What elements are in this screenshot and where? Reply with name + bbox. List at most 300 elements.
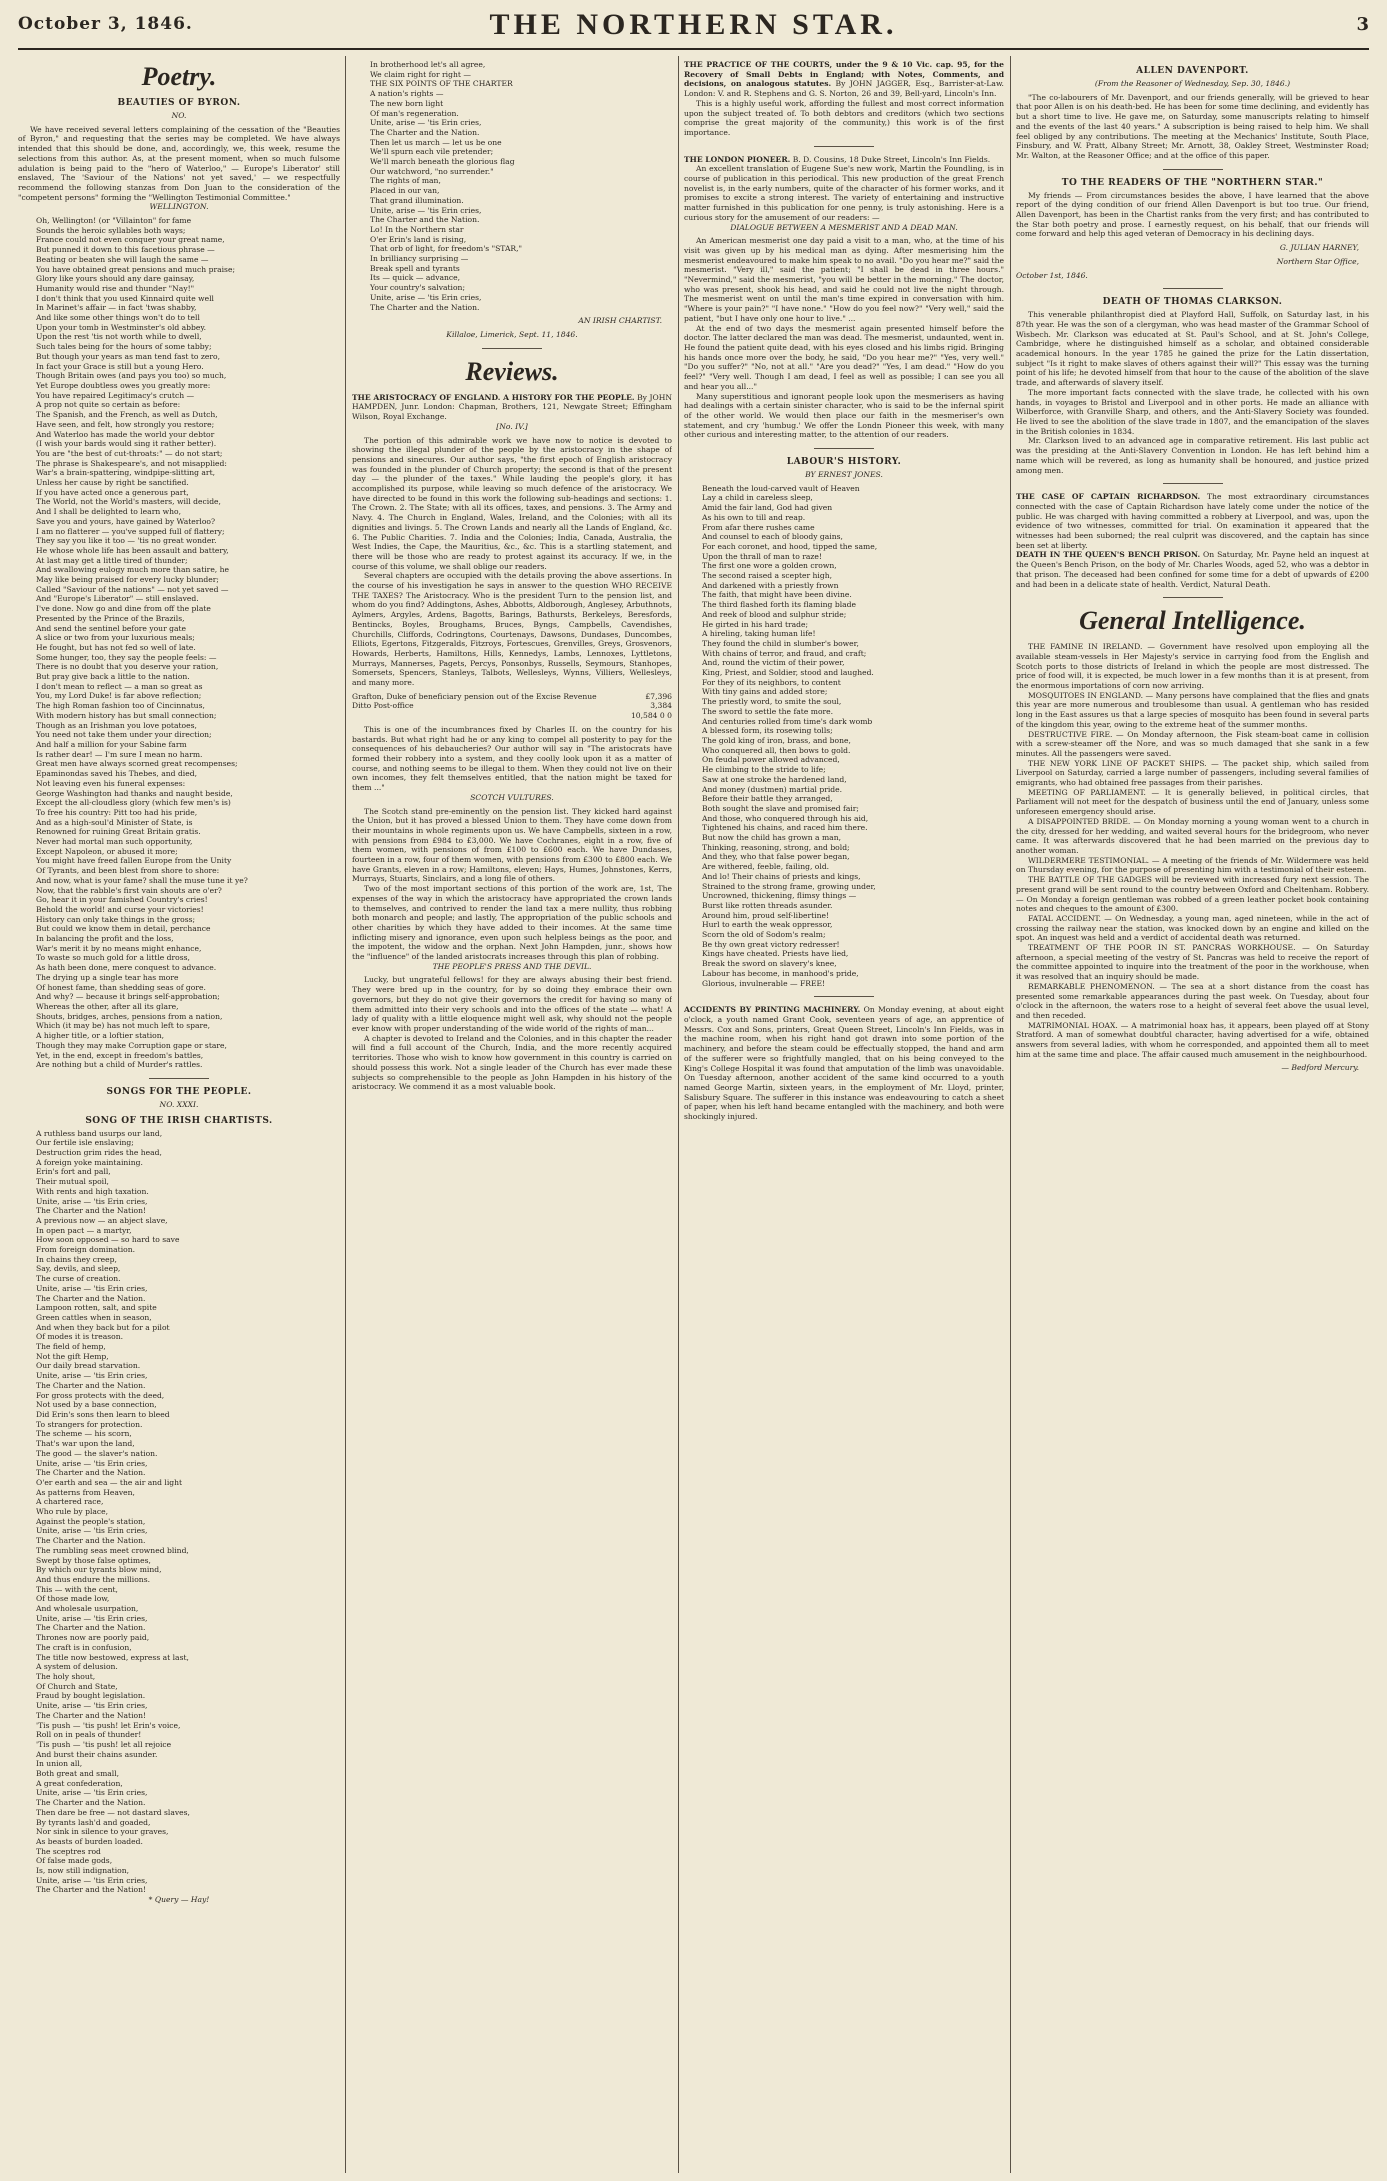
poem-line: And why? — because it brings self-approbation;	[36, 992, 220, 1002]
article-heading: DEATH OF THOMAS CLARKSON.	[1102, 297, 1283, 308]
poem-stanzas	[18, 216, 340, 449]
poem-line: A slice or two from your luxurious meals;	[36, 633, 195, 643]
poem-line: George Washington had thanks and naught beside,	[36, 788, 233, 798]
poem-line: Presented by the Prince of the Brazils,	[36, 613, 185, 623]
divider	[814, 448, 874, 449]
newspaper-title: THE NORTHERN STAR.	[489, 8, 898, 41]
article-byline: B. D. Cousins, 18 Duke Street, Lincoln's Inn Fields.	[792, 154, 991, 164]
poem-line: Strained to the strong frame, growing under,	[702, 881, 876, 891]
poem-line: He girted in his hard trade;	[702, 619, 809, 629]
poem-heading: LABOUR'S HISTORY.	[786, 457, 902, 468]
poem-stanzas	[18, 449, 340, 760]
poem-line: We'll spurn each vile pretender;	[370, 147, 494, 157]
poem-line: The Charter and the Nation.	[36, 1293, 146, 1303]
poem-intro: We have received several letters complaining of the cessation of the "Beauties of Byron," and requesting that the series may be completed. We have always intended that this should be done, and, accordingly, we, this week, resume the selections from this author. As, at the present moment, when so much fulsome adulation is being paid to the "hero of Waterloo," — Europe's Liberator' still enslaved, The 'Saviour of the Nations' not yet saved,' — we respectfully recommend the following stanzas from Don Juan to the consideration of the "competent persons" forming the "Wellington Testimonial Committee."	[18, 124, 340, 202]
poem-line: The third flashed forth its flaming blade	[702, 600, 857, 610]
section-title-poetry: Poetry.	[141, 62, 217, 91]
article-heading	[1016, 492, 1369, 550]
poem-line: And half a million for your Sabine farm	[36, 740, 187, 749]
poem-line: With modern history has but small connection;	[36, 710, 217, 720]
poem-line: You might have freed fallen Europe from the Unity	[36, 856, 232, 866]
divider	[814, 996, 874, 997]
poem-line: Who conquered all, then bows to gold.	[702, 745, 851, 755]
news-item: A DISAPPOINTED BRIDE. — On Monday morning a young woman went to a church in the city, dressed for her wedding, and waited several hours for the bridegroom, who never came. It was afterwards discovered that he had been married on the previous day to another woman.	[1016, 816, 1369, 855]
article-heading	[684, 60, 1004, 99]
poem-line: THE SIX POINTS OF THE CHARTER	[370, 79, 513, 89]
poem-line: Its — quick — advance,	[370, 273, 461, 283]
poem-line: If you have acted once a generous part,	[36, 487, 189, 497]
poem-line: In fact your Grace is still but a young Hero.	[36, 361, 204, 371]
poem-line: A nation's rights —	[370, 89, 444, 99]
poem-line: Thinking, reasoning, strong, and bold;	[702, 842, 850, 852]
poem-line: For each coronet, and hood, tipped the same,	[702, 541, 878, 551]
article-body: This venerable philanthropist died at Playford Hall, Suffolk, on Saturday last, in his 87th year. He was the son of a clergyman, who was head master of the Grammar School of Wisbech. Mr. Clarkson was educated at St. Paul's School, and at St. John's College, Cambridge, where he distinguished himself as a scholar, and obtained considerable academical honours. In the year 1785 he gained the prize for the Latin dissertation, subject "Is it right to make slaves of others against their will?" This essay was the turning point of his life; he devoted himself from that hour to the cause of the abolition of the slave trade, and afterwards of slavery itself.	[1016, 310, 1369, 388]
poem-line: A blessed form, its rosewing tolls;	[702, 726, 833, 736]
poem-line: A foreign yoke maintaining.	[36, 1157, 143, 1167]
poem-line: The second raised a scepter high,	[702, 571, 833, 581]
column-divider	[1010, 56, 1011, 2173]
poem-line: Though they may make Corruption gape or stare,	[36, 1040, 227, 1050]
poem-line: The priestly word, to smite the soul,	[702, 697, 842, 707]
poem-line: The Charter and the Nation.	[36, 1380, 146, 1390]
article-title: THE CASE OF CAPTAIN RICHARDSON.	[1016, 492, 1201, 502]
article-body: This is a highly useful work, affording the fullest and most correct information upon the subject treated of. To both debtors and creditors (which two sections comprise the great majority of the community,) this work is of the first importance.	[684, 98, 1004, 137]
poem-line: Unite, arise — 'tis Erin cries,	[36, 1788, 148, 1798]
poem-line: Of honest fame, than shedding seas of gore.	[36, 982, 206, 992]
review-byline: By JOHN HAMPDEN, Junr. London: Chapman, Brothers, 121, Newgate Street; Effingham Wilson, Royal Exchange.	[352, 392, 672, 422]
poem-line: They say you like it too — 'tis no great wonder.	[36, 536, 217, 546]
poem-line: Saw at one stroke the hardened land,	[702, 774, 847, 784]
article-body: On Saturday, Mr. Payne held an inquest at the Queen's Bench Prison, on the body of Mr. Charles Woods, aged 52, who was a debtor in that prison. The deceased had been confined for some time for a debt of upwards of £200 and had been in a delicate state of health. Verdict, Natural Death.	[1016, 550, 1369, 589]
article-heading: ALLEN DAVENPORT.	[1136, 66, 1249, 76]
poem-line: Not leaving even his funeral expenses:	[36, 778, 186, 788]
poem-line: The faith, that might have been divine.	[702, 590, 852, 600]
review-body: The Scotch stand pre-eminently on the pension list. They kicked hard against the Union, but it has proved a blessed Union to them. They have come down from their mountains in whole regiments upon us. We have Campbells, sixteen in a row, with pensions from £984 to £3,000. We have Cochranes, eight in a row, five of them women, with pensions of from £100 to £600 each. We have Dundases, fourteen in a row, four of them women, with pensions from £300 to £800 each. We have Grants, eleven in a row; Hamiltons, eleven; Hays, Humes, Johnstones, Kerrs, Murrays, Stuarts, Sinclairs, and a long file of others.	[352, 806, 672, 884]
poem-line: A previous now — an abject slave,	[36, 1215, 168, 1225]
divider	[482, 348, 542, 349]
poem-line: Burst like rotten threads asunder.	[702, 900, 833, 910]
article-title: THE LONDON PIONEER.	[684, 154, 791, 164]
poem-line: And thus endure the millions.	[36, 1574, 151, 1584]
poem-line: Unless her cause by right be sanctified.	[36, 478, 189, 488]
poem-line: Lampoon rotten, salt, and spite	[36, 1303, 157, 1313]
review-body: Several chapters are occupied with the details proving the above assertions. In the course of his investigation he says in answer to the question WHO RECEIVE THE TAXES? The Aristocracy. Who is the president Turn to the pension list, and whom do you find? Addingtons, Ashes, Abbotts, Aldborough, Anglesey, Arbuthnots, Aylmers, Argyles, Ardens, Bagotts, Barings, Bathursts, Berkeleys, Beresfords, Bentincks, Boyles, Broughams, Bruces, Byngs, Campbells, Cavendishes, Churchills, Cliffords, Codringtons, Courtenays, Dawsons, Dundases, Duncombes, Elliots, Egertons, Fitzgeralds, Fitzroys, Fortescues, Grenvilles, Greys, Grosvenors, Howards, Herberts, Hamiltons, Hills, Kennedys, Lambs, Lennoxes, Lyttletons, Murrays, Mannerses, Pagets, Percys, Ponsonbys, Russells, Seymours, Stanhopes, Somersets, Spencers, Stanleys, Talbots, Wellesleys, Wynns, Villiers, Wellesleys, and many more.	[352, 571, 672, 688]
subheading: SCOTCH VULTURES.	[470, 792, 554, 802]
column-3	[684, 60, 1004, 2173]
poem-line: Our fertile isle enslaving;	[36, 1138, 134, 1148]
poem-line: The Charter and the Nation.	[370, 302, 480, 312]
poem-line: The Charter and the Nation.	[36, 1623, 146, 1633]
poem-line: In Marinet's affair — in fact 'twas shabby,	[36, 303, 197, 313]
poem-line: Your country's salvation;	[370, 283, 466, 293]
poem-line: Are nothing but a child of Murder's rattles.	[36, 1060, 203, 1070]
poem-line: Both sought the slave and promised fair;	[702, 803, 859, 813]
poem-line: And lo! Their chains of priests and kings,	[702, 871, 861, 881]
poem-line: The scheme — his scorn,	[36, 1429, 132, 1439]
subheading: THE PEOPLE'S PRESS AND THE DEVIL.	[432, 961, 592, 971]
poem-line: Glorious, invulnerable — FREE!	[702, 978, 826, 988]
article-body: An excellent translation of Eugene Sue's new work, Martin the Foundling, is in course of publication in this periodical. This new production of the great French novelist is, in the early numbers, quite of the character of his former works, and it promises to excite a strong interest. The variety of entertaining and instructive matter furnished in this publication for one penny, is truly astonishing. Here is a curious story for the amusement of our readers: —	[684, 164, 1004, 222]
poem-stanzas	[18, 1129, 340, 1896]
poem-line: I am no flatterer — you've supped full of flattery;	[36, 526, 225, 536]
poem-line: Have seen, and felt, how strongly you restore;	[36, 419, 215, 429]
poem-line: Thrones now are poorly paid,	[36, 1633, 150, 1643]
poem-line: And, round the victim of their power,	[702, 658, 845, 668]
poem-line: Such tales being for the hours of some tabby;	[36, 342, 212, 352]
news-item: MOSQUITOES IN ENGLAND. — Many persons have complained that the flies and gnats this year are more numerous and troublesome than usual. A gentleman who has resided long in the East assures us that a large species of mosquito has been found in several parts of the kingdom this year, owing to the extreme heat of the summer months.	[1016, 690, 1369, 729]
poem-line: But punned it down to this facetious phrase —	[36, 245, 215, 255]
review-number: [No. IV.]	[496, 421, 528, 431]
article-heading	[1016, 550, 1369, 589]
poem-line: In union all,	[36, 1759, 83, 1769]
review-heading	[352, 393, 672, 422]
poem-line: The high Roman fashion too of Cincinnatus,	[36, 701, 205, 711]
poem-line: For gross protects with the deed,	[36, 1390, 165, 1400]
poem-line: Upon the thrall of man to raze!	[702, 551, 822, 561]
poem-line: There is no doubt that you deserve your ration,	[36, 662, 219, 672]
poem-line: But could we know them in detail, perchance	[36, 924, 211, 934]
poem-line: Is rather dear! — I'm sure I mean no harm.	[36, 749, 203, 759]
poem-line: In chains they creep,	[36, 1254, 117, 1264]
article-title: THE PRACTICE OF THE COURTS, under the 9 & 10 Vic. cap. 95, for the Recovery of Small Debts in England; with Notes, Comments, and decisions, on analogous statutes.	[684, 60, 1004, 89]
issue-date: October 3, 1846.	[18, 14, 193, 34]
poem-line: Of Tyrants, and been blest from shore to shore:	[36, 866, 220, 876]
poem-line: From foreign domination.	[36, 1245, 136, 1255]
poem-line: And when they back but for a pilot	[36, 1322, 170, 1332]
poem-line: We'll march beneath the glorious flag	[370, 157, 515, 167]
table-value: £7,396	[645, 691, 672, 701]
poem-line: Glory like yours should any dare gainsay,	[36, 274, 195, 284]
poem-line: Fraud by bought legislation.	[36, 1691, 146, 1701]
poem-line: Are withered, feeble, failing, old.	[702, 862, 830, 872]
poem-line: A hireling, taking human life!	[702, 629, 816, 639]
poem-line: The Charter and the Nation!	[36, 1885, 147, 1895]
article-title: DEATH IN THE QUEEN'S BENCH PRISON.	[1016, 550, 1201, 560]
review-body: This is one of the incumbrances fixed by Charles II. on the country for his bastards. But what right had he or any king to compel all posterity to pay for the consequences of his debaucheries? Our author will say in "The aristocrats have formed their robbery into a system, and they coolly look upon it as a matter of course, and nothing seems to be illegal to them. When they could not live on their own incomes, they felt themselves entitled, that the nation might be taxed for them ..."	[352, 724, 672, 793]
poem-line: By tyrants lash'd and goaded,	[36, 1817, 151, 1827]
poem-line: But now the child has grown a man,	[702, 833, 842, 843]
poem-line: Who rule by place,	[36, 1507, 109, 1517]
poem-line: Break the sword on slavery's knee,	[702, 959, 837, 969]
poem-line: Unite, arise — 'tis Erin cries,	[36, 1613, 148, 1623]
poem-line: The phrase is Shakespeare's, and not misapplied:	[36, 458, 227, 468]
poem-dateline: Killaloe, Limerick, Sept. 11, 1846.	[446, 329, 578, 339]
poem-line: Unite, arise — 'tis Erin cries,	[36, 1283, 148, 1293]
poem-line: Destruction grim rides the head,	[36, 1148, 162, 1158]
poem-line: The sceptres rod	[36, 1846, 101, 1856]
poem-stanzas	[684, 484, 1004, 989]
poem-line: May like being praised for every lucky blunder;	[36, 575, 219, 585]
poem-line: Placed in our van,	[370, 186, 440, 196]
poem-line: Great men have always scorned great recompenses;	[36, 759, 238, 769]
poem-stanzas	[352, 60, 672, 312]
poem-line: And they, who that false power began,	[702, 852, 850, 862]
poem-line: You, my Lord Duke! is far above reflection;	[36, 691, 202, 701]
poem-line: And those, who conquered through his aid,	[702, 813, 869, 823]
column-1	[18, 60, 340, 2173]
poem-line: Then let us march — let us be one	[370, 137, 502, 147]
poem-line: The good — the slaver's nation.	[36, 1448, 158, 1458]
table-value: 3,384	[650, 701, 672, 711]
news-signature: — Bedford Mercury.	[1281, 1063, 1359, 1073]
review-body: A chapter is devoted to Ireland and the Colonies, and in this chapter the reader will find a full account of the Church, India, and the more recently acquired territories. Those who wish to know how government in this country is carried on should possess this work. Not a single leader of the Church has ever made these subjects so comprehensible to the people as John Hampden in his history of the aristocracy. We commend it as a most valuable book.	[352, 1033, 672, 1092]
poem-line: Around him, proud self-libertine!	[702, 910, 830, 920]
poem-line: As his own to till and reap.	[702, 512, 806, 522]
poem-line: Some hunger, too, they say the people feels: —	[36, 652, 217, 662]
poem-line: I don't mean to reflect — a man so great as	[36, 681, 203, 691]
divider	[1163, 169, 1223, 170]
poem-line: Scorn the old of Sodom's realm;	[702, 930, 826, 940]
poem-line: O'er earth and sea — the air and light	[36, 1477, 183, 1487]
poem-line: The new born light	[370, 98, 444, 108]
poem-line: And reek of blood and sulphur stride;	[702, 609, 847, 619]
poem-line: Sounds the heroic syllables both ways;	[36, 225, 186, 235]
news-item: THE FAMINE IN IRELAND. — Government have resolved upon employing all the available steam-vessels in Her Majesty's service in carrying food from the English and Scotch ports to those districts of Ireland in which the people are most distressed. The price of food will, it is expected, be much lower in a few months than it is at present, from the enormous importations of corn now arriving.	[1016, 642, 1369, 691]
poem-line: The Charter and the Nation.	[36, 1798, 146, 1808]
poem-line: They found the child in slumber's bower,	[702, 638, 859, 648]
poem-line: The gold king of iron, brass, and bone,	[702, 736, 851, 745]
section-title-intelligence: General Intelligence.	[1079, 606, 1306, 636]
poem-line: Of those made low,	[36, 1594, 110, 1604]
news-item: THE NEW YORK LINE OF PACKET SHIPS. — The packet ship, which sailed from Liverpool on Saturday, carried a large number of passengers, including several families of emigrants, who had obtained free passages from their parishes.	[1016, 758, 1369, 788]
poem-line: The curse of creation.	[36, 1274, 121, 1284]
poem-line: Shouts, bridges, arches, pensions from a nation,	[36, 1011, 223, 1021]
poem-line: This — with the cent,	[36, 1584, 118, 1594]
poem-line: That orb of light, for freedom's "STAR,"	[370, 244, 523, 254]
poem-line: Unite, arise — 'tis Erin cries,	[36, 1701, 148, 1711]
poem-line: History can only take things in the gross;	[36, 914, 196, 924]
poem-line: Against the people's station,	[36, 1516, 146, 1526]
footnote: * Query — Hay!	[148, 1895, 210, 1905]
poem-line: Beating or beaten she will laugh the same —	[36, 254, 209, 264]
news-item: THE BATTLE OF THE GADGES will be reviewed with increased fury next session. The present grand will be sent round to the country between Oxford and Cheltenham. Robbery. — On Monday a foreign gentleman was robbed of a green leather pocket book containing notes and cheques to the amount of £300.	[1016, 875, 1369, 914]
poem-subheading: WELLINGTON.	[149, 202, 209, 212]
poem-line: As hath been done, mere conquest to advance.	[36, 963, 217, 973]
news-item: FATAL ACCIDENT. — On Wednesday, a young man, aged nineteen, while in the act of crossing the railway near the station, was knocked down by an engine and killed on the spot. An inquest was held and a verdict of accidental death was returned.	[1016, 913, 1369, 943]
poem-line: Called "Saviour of the nations" — not yet saved —	[36, 584, 229, 594]
poem-line: You have repaired Legitimacy's crutch —	[36, 390, 195, 400]
article-body: My friends — From circumstances besides the above, I have learned that the above report of the dying condition of our friend Allen Davenport is but too true. Our friend, Allen Davenport, has been in the Chartist ranks from the very first; and has contributed to the Star both poetry and prose. I earnestly request, on his behalf, that our friends will come forward and help this aged veteran of Democracy in his declining days.	[1016, 190, 1369, 239]
poem-line: The title now bestowed, express at last,	[36, 1652, 189, 1662]
review-body: Two of the most important sections of this portion of the work are, 1st, The expenses of the way in which the aristocracy have appropriated the crown lands to themselves, and contrived to render the land tax a mere nullity, thus robbing both monarch and people; and lastly, The appropriation of the public schools and other charities by which they have added to their incomes. At the same time inflicting misery and ignorance, even upon such helpless beings as the poor, and the impotent, the widow and the orphan. Next John Hampden, junr., shows how the "influence" of the landed aristocrats increases through this plan of robbing.	[352, 884, 672, 962]
poem-line: And darkened with a priestly frown	[702, 580, 839, 590]
poem-line: Renowned for ruining Great Britain gratis.	[36, 827, 201, 837]
masthead	[18, 8, 1369, 50]
poem-line: Oh, Wellington! (or "Villainton" for fame	[36, 216, 192, 226]
poem-line: You need not take them under your direction;	[36, 730, 212, 740]
article-body: On Monday evening, at about eight o'clock, a youth named Grant Cook, seventeen years of age, an apprentice of Messrs. Cox and Sons, printers, Great Queen Street, Lincoln's Inn Fields, was in the machine room, when his right hand got drawn into some portion of the machinery, and before the steam could be effectually stopped, the hand and arm of the sufferer were so frightfully mangled, that on his being conveyed to the King's College Hospital it was found that amputation of the limb was unavoidable. On Tuesday afternoon, another accident of the same kind occurred to a youth named George Martin, sixteen years, in the employment of Mr. Lloyd, printer, Salisbury Square. The sufferer in this instance was endeavouring to catch a sheet of paper, when his left hand became entangled with the machinery, and both were shockingly injured.	[684, 1005, 1004, 1122]
article-heading	[684, 1005, 1004, 1121]
poem-line: The sword to settle the fate more.	[702, 706, 834, 716]
poem-line: The first one wore a golden crown,	[702, 561, 837, 571]
poem-line: With rents and high taxation.	[36, 1186, 149, 1196]
news-item: WILDERMERE TESTIMONIAL. — A meeting of the friends of Mr. Wildermere was held on Thursday evening, for the purpose of presenting him with a testimonial of their esteem.	[1016, 855, 1369, 875]
article-title: ACCIDENTS BY PRINTING MACHINERY.	[684, 1005, 861, 1015]
poem-line: A great confederation,	[36, 1778, 123, 1788]
poem-line: That grand illumination.	[370, 195, 464, 205]
poem-line: Before their battle they arranged,	[702, 794, 833, 804]
poem-line: Labour has become, in manhood's pride,	[702, 968, 859, 978]
poem-line: As patterns from Heaven,	[36, 1487, 135, 1497]
poem-line: Whereas the other, after all its glare,	[36, 1001, 179, 1011]
poem-line: 'Tis push — 'tis push! let all rejoice	[36, 1739, 172, 1749]
poem-line: Is, now still indignation,	[36, 1866, 129, 1876]
poem-line: A chartered race,	[36, 1497, 104, 1507]
poem-line: And I shall be delighted to learn who,	[36, 507, 182, 517]
poem-line: Green cattles when in season,	[36, 1312, 152, 1322]
poem-line: The Charter and the Nation.	[370, 127, 480, 137]
poem-line: And swallowing eulogy much more than satire, he	[36, 565, 230, 575]
poem-line: Our daily bread starvation.	[36, 1361, 141, 1371]
article-heading: TO THE READERS OF THE "NORTHERN STAR."	[1061, 177, 1324, 188]
poem-line: 'Tis push — 'tis push! let Erin's voice,	[36, 1720, 181, 1730]
table-label: Ditto Post-office	[352, 701, 414, 711]
article-body: "The co-labourers of Mr. Davenport, and our friends generally, will be grieved to hear that poor Allen is on his death-bed. He has been for some time declining, and evidently has but a short time to live. He gave me, on Saturday, some manuscripts relating to himself and the events of the last 40 years." A subscription is being raised to help him. We shall feel obliged by any contributions. The meeting at the Mechanics' Institute, South Place, Finsbury, and W. Pratt, Albany Street; Mr. Arnott, 38, Oakley Street, Westminster Road; Mr. Walton, at the Reasoner Office; and at the office of this paper.	[1016, 92, 1369, 160]
poem-line: Upon the rest 'tis not worth while to dwell,	[36, 332, 202, 342]
poem-line: Nor sink in silence to your graves,	[36, 1827, 169, 1837]
poem-line: And money (dustmen) martial pride.	[702, 784, 843, 794]
poem-line: Uncrowned, thickening, flimsy things —	[702, 891, 857, 901]
poem-line: At last may get a little tired of thunder;	[36, 555, 188, 565]
poem-line: But though your years as man tend fast to zero,	[36, 351, 220, 361]
poem-line: And wholesale usurpation,	[36, 1604, 139, 1614]
article-body: Mr. Clarkson lived to an advanced age in comparative retirement. His last public act was the presiding at the Anti-Slavery Convention in London. He has left behind him a name which will be revered, as long as humanity shall be honoured, and justice prized among men.	[1016, 436, 1369, 475]
poem-line: He fought, but has not fed so well of late.	[36, 642, 196, 652]
poem-line: Unite, arise — 'tis Erin cries,	[36, 1196, 148, 1206]
divider	[1163, 597, 1223, 598]
poem-line: The rights of man,	[370, 176, 441, 186]
news-item: MEETING OF PARLIAMENT. — It is generally believed, in political circles, that Parliament will not meet for the despatch of business until the end of January, unless some unforeseen emergency should arise.	[1016, 787, 1369, 817]
poem-line: Lo! In the Northern star	[370, 224, 464, 234]
poem-line: A prop not quite so certain as before:	[36, 400, 181, 410]
poem-line: Amid the fair land, God had given	[702, 503, 833, 513]
poem-line: Be thy own great victory redresser!	[702, 939, 840, 949]
poem-line: With tiny gains and added store;	[702, 687, 828, 697]
poem-line: Not the gift Hemp,	[36, 1351, 109, 1361]
poem-line: To free his country: Pitt too had his pride,	[36, 807, 198, 817]
news-item: MATRIMONIAL HOAX. — A matrimonial hoax has, it appears, been played off at Stony Stratford. A man of somewhat doubtful character, having advertised for a wife, obtained answers from several ladies, with whom he corresponded, and appointed them all to meet him at the same time and place. The affair caused much amusement in the neighbourhood.	[1016, 1020, 1369, 1059]
poem-line: A system of delusion.	[36, 1662, 118, 1672]
poem-line: Yet Europe doubtless owes you greatly more:	[36, 380, 211, 390]
poem-line: The Charter and the Nation.	[36, 1468, 146, 1478]
poem-line: King, Priest, and Soldier, stood and laughed.	[702, 668, 874, 678]
poem-line: Say, devils, and sleep,	[36, 1264, 121, 1274]
poem-line: Of false made gods,	[36, 1856, 113, 1866]
poem-line: Did Erin's sons then learn to bleed	[36, 1410, 170, 1419]
poem-line: To strangers for protection.	[36, 1419, 143, 1429]
poem-line: The Charter and the Nation.	[370, 215, 480, 225]
poem-line: Go, hear it in your famished Country's cries!	[36, 895, 208, 905]
poem-line: Though as an Irishman you love potatoes,	[36, 720, 197, 730]
poem-line: Unite, arise — 'tis Erin cries,	[36, 1371, 148, 1381]
page-number: 3	[1356, 14, 1369, 35]
poem-line: The rumbling seas meet crowned blind,	[36, 1545, 189, 1555]
review-title: THE ARISTOCRACY OF ENGLAND. A HISTORY FOR THE PEOPLE.	[352, 392, 635, 402]
poem-line: That's war upon the land,	[36, 1439, 135, 1449]
poem-line: How soon opposed — so hard to save	[36, 1235, 180, 1245]
poem-line: The craft is in confusion,	[36, 1642, 132, 1652]
poem-line: On feudal power allowed advanced,	[702, 755, 840, 765]
article-body: Many superstitious and ignorant people look upon the mesmerisers as having had dealings with a certain sinister character, who is said to be the infernal spirit of the other world. We would then place our faith in the mesmeriser's own statement, and cry 'humbug.' We offer the Londn Pioneer this week, with many other curious and interesting matter, to the attention of our readers.	[684, 391, 1004, 440]
poem-line: By which our tyrants blow mind,	[36, 1565, 162, 1575]
poem-line: I don't think that you used Kinnaird quite well	[36, 293, 214, 303]
poem-line: Break spell and tyrants	[370, 263, 460, 273]
divider	[1163, 288, 1223, 289]
news-item: DESTRUCTIVE FIRE. — On Monday afternoon, the Fisk steam-boat came in collision with a screw-steamer off the Nore, and was so much damaged that she sank in a few minutes. All the passengers were saved.	[1016, 729, 1369, 758]
poem-number: NO.	[171, 111, 187, 120]
poem-line: Though Britain owes (and pays you too) so much,	[36, 371, 227, 381]
poem-line: Unite, arise — 'tis Erin cries,	[370, 205, 482, 215]
poem-title: SONG OF THE IRISH CHARTISTS.	[85, 1115, 273, 1126]
poem-stanzas	[18, 759, 340, 1070]
article-date: October 1st, 1846.	[1016, 270, 1088, 280]
poem-line: The field of hemp,	[36, 1342, 106, 1352]
poem-line: France could not even conquer your great name,	[36, 235, 225, 245]
poem-line: In balancing the profit and the loss,	[36, 934, 174, 944]
poem-line: Behold the world! and curse your victories!	[36, 904, 204, 914]
poem-line: And Waterloo has made the world your debtor	[36, 429, 215, 439]
article-source: (From the Reasoner of Wednesday, Sep. 30, 1846.)	[1094, 79, 1291, 88]
poem-line: Unite, arise — 'tis Erin cries,	[36, 1526, 148, 1536]
divider	[149, 1078, 209, 1079]
poem-line: Except Napoleon, or abused it more;	[36, 846, 178, 856]
poem-line: The Spanish, and the French, as well as Dutch,	[36, 410, 218, 420]
news-item: REMARKABLE PHENOMENON. — The sea at a short distance from the coast has presented some remarkable appearances during the past week. On Tuesday, about four o'clock in the afternoon, the waters rose to a height of several feet above the usual level, and then receded.	[1016, 981, 1369, 1020]
article-body: At the end of two days the mesmerist again presented himself before the doctor. The latter declared the man was dead. The mesmerist, undaunted, went in. He found the patient quite dead, with his eyes closed and his limbs rigid. Bringing his hands once more over the body, he said, "Do you hear me?" "Yes, very well." "Do you suffer?" "No, not at all." "Are you dead?" "Yes, I am dead." "How do you feel?" "Very well. Though I am dead, I feel as well as possible; I can see you all and hear you all..."	[684, 323, 1004, 391]
poem-line: A ruthless band usurps our land,	[36, 1128, 163, 1138]
section-title-reviews: Reviews.	[465, 356, 559, 386]
poem-line: And send the sentinel before your gate	[36, 623, 187, 633]
poem-line: In open pact — a martyr,	[36, 1225, 132, 1235]
poem-line: Unite, arise — 'tis Erin cries,	[370, 292, 482, 302]
poem-line: And centuries rolled from time's dark womb	[702, 716, 873, 726]
column-divider	[345, 56, 346, 2173]
article-signature-role: Northern Star Office,	[1276, 256, 1359, 266]
poem-line: Unite, arise — 'tis Erin cries,	[36, 1458, 148, 1468]
article-body: The more important facts connected with the slave trade, he collected with his own hands, in voyages to Bristol and Liverpool and in other ports. He made an alliance with Wilberforce, with Granville Sharp, and others, and the Anti-Slavery Society was founded. He lived to see the abolition of the slave trade in 1807, and the emancipation of the slaves in the British colonies in 1834.	[1016, 387, 1369, 436]
poem-heading: SONGS FOR THE PEOPLE.	[106, 1086, 252, 1097]
poem-line: Hurl to earth the weak oppressor,	[702, 920, 833, 930]
poem-line: To waste so much gold for a little dross,	[36, 953, 190, 963]
poem-line: Erin's fort and pall,	[36, 1167, 111, 1177]
poem-line: And now, what is your fame? shall the muse tune it ye?	[36, 875, 248, 885]
poem-line: Humanity would rise and thunder "Nay!"	[36, 283, 195, 293]
poem-line: A higher title, or a loftier station,	[36, 1031, 165, 1041]
poem-line: Except the all-cloudless glory (which few men's is)	[36, 798, 231, 808]
article-body: An American mesmerist one day paid a visit to a man, who, at the time of his visit was given up by his medical man as dying. After mesmerising him the mesmerist endeavoured to make him speak to no avail. "Do you hear me?" said the mesmerist. "Very ill," said the patient; "I shall be dead in three hours." "Nevermind," said the mesmerist, "you will be better in the morning." The doctor, who was present, shook his head, and said he could not live the night through. The mesmerist went on until the man's time expired in conversation with him. "Where is your pain?" "I have none." "How do you feel now?" "Very well," said the patient, "but I have only one hour to live." ...	[684, 236, 1004, 323]
poem-line: Upon your tomb in Westminster's old abbey.	[36, 322, 207, 332]
article-heading	[684, 155, 1004, 165]
poem-line: But pray give back a little to the nation.	[36, 672, 190, 682]
poem-line: You are "the best of cut-throats:" — do not start;	[36, 448, 223, 458]
poem-line: Swept by those false optimes,	[36, 1555, 151, 1565]
poem-line: Our watchword, "no surrender."	[370, 166, 494, 176]
divider	[1163, 483, 1223, 484]
news-item: TREATMENT OF THE POOR IN ST. PANCRAS WORKHOUSE. — On Saturday afternoon, a special meeting of the vestry of St. Pancras was held to receive the report of the committee appointed to inquire into the treatment of the poor in the workhouse, when it was resolved that an inquiry should be made.	[1016, 943, 1369, 982]
article-byline: By JOHN JAGGER, Esq., Barrister-at-Law. London: V. and R. Stephens and G. S. Norton, 26 and 39, Bell-yard, Lincoln's Inn.	[684, 79, 1004, 99]
poem-line: And burst their chains asunder.	[36, 1749, 158, 1759]
poem-line: (I wish your bards would sing it rather better).	[36, 439, 217, 449]
article-signature: G. JULIAN HARNEY,	[1279, 243, 1359, 253]
poem-line: Never had mortal man such opportunity,	[36, 837, 193, 847]
table-total: 10,584 0 0	[630, 711, 672, 721]
review-body: The portion of this admirable work we have now to notice is devoted to showing the illegal plunder of the people by the aristocracy in the shape of pensions and sinecures. Our author says, "the first epoch of English aristocracy was founded in the plunder of Church property; the second is that of the present day — the plunder of the taxes." While lauding the people's glory, it has accomplished its purpose, while leaving so much defence of the aristocracy. We have directed to be found in this work the following sub-headings and sections: 1. The Crown. 2. The State; with all its offices, taxes, and pensions. 3. The Army and Navy. 4. The Church in England, Wales, Ireland, and the Colonies; with all its dignities and livings. 5. The Crown Lands and nearly all the Lands of England, &c. 6. The Public Charities. 7. India and the Colonies; India, Canada, Australia, the West Indies, the Cape, the Mauritius, &c., &c. This is a startling statement, and there will be those who are ready to protest against its accuracy. If we, in the course of this volume, we shall oblige our readers.	[352, 435, 672, 571]
poem-line: And counsel to each of bloody gains,	[702, 532, 843, 542]
poem-line: For they of its neighbors, to content	[702, 677, 841, 687]
poem-line: Roll on in peals of thunder!	[36, 1730, 142, 1740]
poem-line: From afar there rushes came	[702, 522, 815, 532]
poem-line: Lay a child in careless sleep,	[702, 493, 813, 503]
